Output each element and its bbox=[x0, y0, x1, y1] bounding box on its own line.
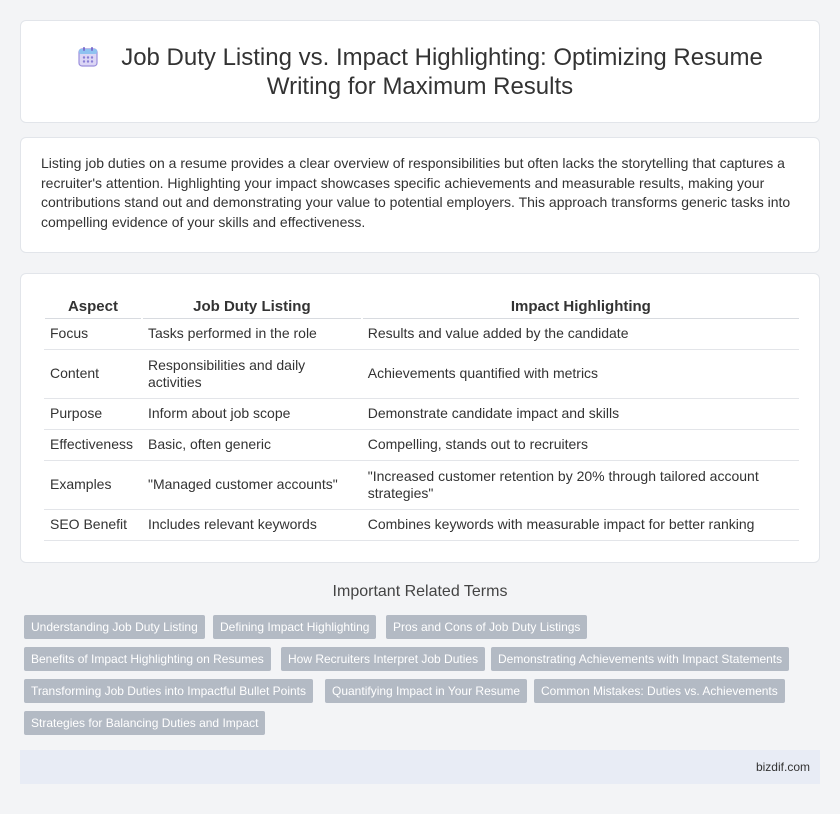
tag-how-recruiters-interpret[interactable]: How Recruiters Interpret Job Duties bbox=[281, 647, 485, 671]
tag-quantifying-impact[interactable]: Quantifying Impact in Your Resume bbox=[325, 679, 527, 703]
footer-site-link[interactable]: bizdif.com bbox=[755, 760, 810, 774]
comparison-table-card bbox=[20, 273, 820, 563]
table-row bbox=[44, 349, 799, 398]
table-row bbox=[44, 398, 799, 429]
header-aspect: Aspect bbox=[44, 294, 142, 318]
cell-impact: Combines keywords with measurable impact for better ranking bbox=[362, 509, 799, 540]
cell-aspect: Effectiveness bbox=[44, 429, 142, 460]
comparison-table bbox=[43, 294, 799, 541]
page-title bbox=[61, 43, 779, 101]
related-terms-heading: Important Related Terms bbox=[332, 583, 508, 600]
cell-job-duty: Responsibilities and daily activities bbox=[142, 349, 362, 398]
header-job-duty-listing: Job Duty Listing bbox=[142, 294, 362, 318]
cell-impact: Achievements quantified with metrics bbox=[362, 349, 799, 398]
cell-aspect: Focus bbox=[44, 318, 142, 349]
table-header-row bbox=[44, 294, 799, 318]
header-impact-highlighting: Impact Highlighting bbox=[362, 294, 799, 318]
cell-aspect: Purpose bbox=[44, 398, 142, 429]
table-row bbox=[44, 509, 799, 540]
cell-job-duty: "Managed customer accounts" bbox=[142, 460, 362, 509]
intro-paragraph: Listing job duties on a resume provides a clear overview of responsibilities but often lacks the storytelling that captures a recruiter's attention. Highlighting your impact showcases specific achievements and measurable results, making your contributions stand out and demonstrating your value to potential employers. This approach transforms generic tasks into compelling evidence of your skills and effectiveness. bbox=[41, 155, 791, 230]
tag-demonstrating-achievements[interactable]: Demonstrating Achievements with Impact Statements bbox=[491, 647, 789, 671]
table-row bbox=[44, 429, 799, 460]
tag-understanding-job-duty-listing[interactable]: Understanding Job Duty Listing bbox=[24, 615, 205, 639]
page-title-text: Job Duty Listing vs. Impact Highlighting: Optimizing Resume Writing for Maximum Results bbox=[121, 43, 763, 100]
table-row bbox=[44, 318, 799, 349]
table-row bbox=[44, 460, 799, 509]
tag-common-mistakes[interactable]: Common Mistakes: Duties vs. Achievements bbox=[534, 679, 785, 703]
cell-job-duty: Tasks performed in the role bbox=[142, 318, 362, 349]
cell-impact: Results and value added by the candidate bbox=[362, 318, 799, 349]
cell-aspect: Content bbox=[44, 349, 142, 398]
intro-card bbox=[20, 137, 820, 253]
header-card bbox=[20, 20, 820, 123]
calendar-icon bbox=[77, 46, 99, 68]
cell-aspect: Examples bbox=[44, 460, 142, 509]
cell-job-duty: Basic, often generic bbox=[142, 429, 362, 460]
tag-transforming-job-duties[interactable]: Transforming Job Duties into Impactful Bullet Points bbox=[24, 679, 313, 703]
tag-strategies-balancing[interactable]: Strategies for Balancing Duties and Impact bbox=[24, 711, 265, 735]
tag-defining-impact-highlighting[interactable]: Defining Impact Highlighting bbox=[213, 615, 376, 639]
cell-impact: Demonstrate candidate impact and skills bbox=[362, 398, 799, 429]
tag-benefits-impact-highlighting[interactable]: Benefits of Impact Highlighting on Resumes bbox=[24, 647, 271, 671]
cell-impact: Compelling, stands out to recruiters bbox=[362, 429, 799, 460]
cell-job-duty: Inform about job scope bbox=[142, 398, 362, 429]
cell-job-duty: Includes relevant keywords bbox=[142, 509, 362, 540]
cell-aspect: SEO Benefit bbox=[44, 509, 142, 540]
cell-impact: "Increased customer retention by 20% through tailored account strategies" bbox=[362, 460, 799, 509]
tag-pros-cons-job-duty-listings[interactable]: Pros and Cons of Job Duty Listings bbox=[386, 615, 587, 639]
footer bbox=[20, 750, 820, 784]
